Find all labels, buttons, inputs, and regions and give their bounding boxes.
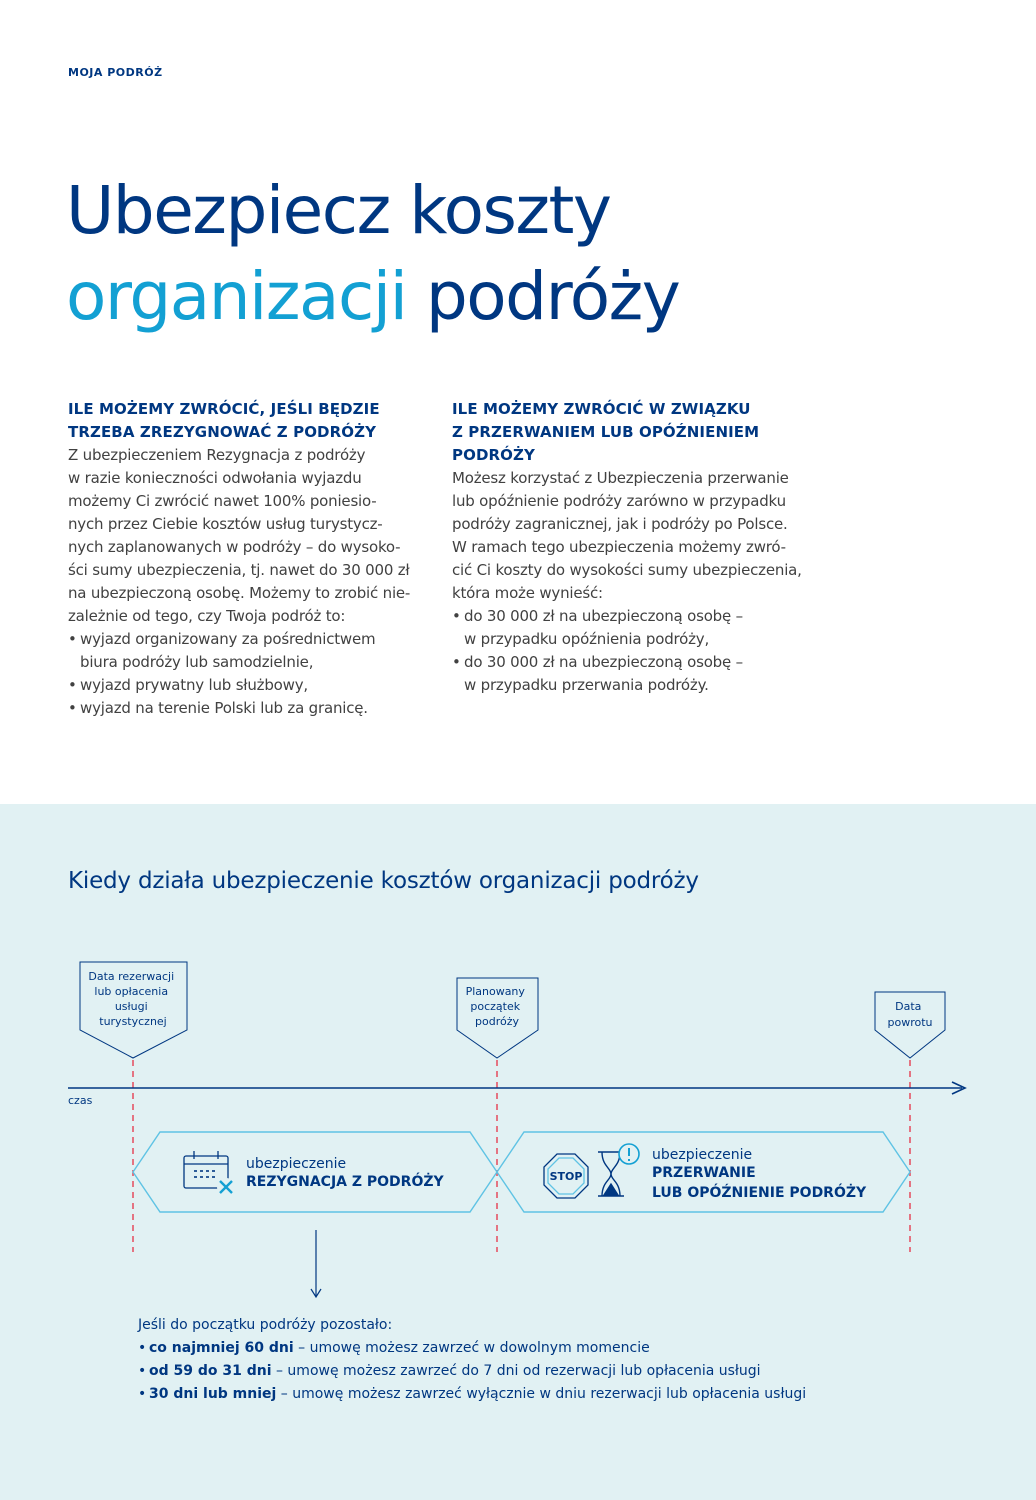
phase-cancellation-box [133,1132,497,1212]
title-line-1: Ubezpiecz koszty [66,172,611,249]
marker-label-return: Data powrotu [887,1000,933,1029]
title-line-2-rest: podróży [425,258,680,335]
stop-sign-icon [544,1154,588,1198]
conditions-intro: Jeśli do początku podróży pozostało: [138,1317,393,1333]
title-accent-word: organizacji [66,258,407,335]
marker-label-departure: Planowany początek podróży [465,985,525,1028]
phase-cancellation-label: ubezpieczenie [246,1156,347,1172]
svg-text:STOP: STOP [549,1170,583,1183]
list-item: • od 59 do 31 dni – umowę możesz zawrzeć do 7 dni od rezerwacji lub opłacenia usługi [138,1360,958,1383]
list-item: • wyjazd prywatny lub służbowy, [68,674,438,697]
column-heading: ILE MOŻEMY ZWRÓCIĆ, JEŚLI BĘDZIE TRZEBA ZREZYGNOWAĆ Z PODRÓŻY [68,400,380,441]
section-label: MOJA PODRÓŻ [68,66,163,79]
list-item: • do 30 000 zł na ubezpieczoną osobę – w przypadku opóźnienia podróży, [452,605,822,651]
column-heading: ILE MOŻEMY ZWRÓCIĆ W ZWIĄZKU Z PRZERWANIEM LUB OPÓŹNIENIEM PODRÓŻY [452,400,760,464]
hourglass-alert-icon [598,1144,639,1196]
column-body: Z ubezpieczeniem Rezygnacja z podróży w razie konieczności odwołania wyjazdu możemy Ci zwrócić nawet 100% poniesio- nych przez Ciebie kosztów usług turystycz- nych zaplanowanych w podróży – do wysoko- ści sumy ubezpieczenia, tj. nawet do 30 000 zł na ubezpieczoną osobę. Możemy to zrobić nie- zależnie od tego, czy Twoja podróż to: [68,446,411,625]
list-item: • co najmniej 60 dni – umowę możesz zawrzeć w dowolnym momencie [138,1337,958,1360]
list-item: • 30 dni lub mniej – umowę możesz zawrzeć wyłącznie w dniu rezerwacji lub opłacenia usługi [138,1383,958,1406]
list-item: • wyjazd na terenie Polski lub za granicę. [68,697,438,720]
axis-label: czas [68,1094,93,1107]
calendar-cancel-icon [184,1151,235,1196]
purchase-conditions [138,1314,958,1406]
phase-interruption-title: PRZERWANIE [652,1165,756,1181]
marker-label-booking: Data rezerwacji lub opłacenia usługi turystycznej [88,970,175,1028]
column-body: Możesz korzystać z Ubezpieczenia przerwanie lub opóźnienie podróży zarówno w przypadku podróży zagranicznej, jak i podróży po Polsce. W ramach tego ubezpieczenia możemy zwró- cić Ci koszty do wysokości sumy ubezpieczenia, która może wynieść: [452,469,802,602]
conditions-list [138,1337,958,1406]
list-item: • wyjazd organizowany za pośrednictwem biura podróży lub samodzielnie, [68,628,438,674]
phase-interruption-title-2: LUB OPÓŹNIENIE PODRÓŻY [652,1185,867,1201]
phase-interruption-label: ubezpieczenie [652,1147,753,1163]
timeline-title: Kiedy działa ubezpieczenie kosztów organizacji podróży [68,868,699,894]
phase-cancellation-title: REZYGNACJA Z PODRÓŻY [246,1174,444,1190]
list-item: • do 30 000 zł na ubezpieczoną osobę – w przypadku przerwania podróży. [452,651,822,697]
